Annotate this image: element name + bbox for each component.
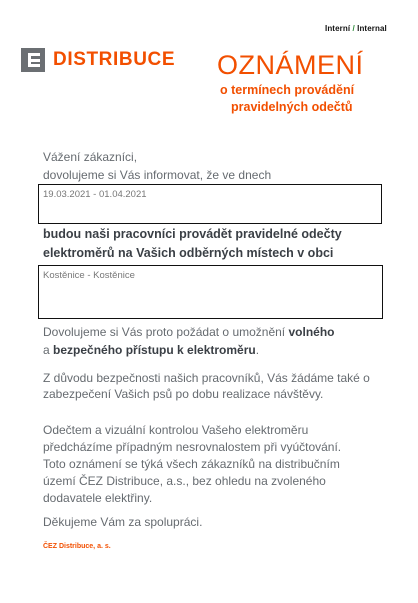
info-paragraph: Odečtem a vizuální kontrolou Vašeho elektroměru předcházíme případným nesrovnalostem při vyúčtování. Toto oznámení se týká všech zákazníků na distribučním území ČEZ Distribuce, a.s., bez ohledu na zvoleného dodavatele elektřiny.: [43, 423, 342, 505]
intro-text: dovolujeme si Vás informovat, že ve dnech: [43, 168, 272, 182]
locality-box: [38, 265, 383, 319]
date-range-box: [38, 184, 382, 224]
classification-label: Interní / Internal: [325, 24, 387, 33]
company-signature: ČEZ Distribuce, a. s.: [43, 543, 111, 550]
date-range-value: 19.03.2021 - 01.04.2021: [43, 189, 147, 200]
page-subtitle: o termínech provádění pravidelných odečtů: [220, 83, 355, 114]
greeting: Vážení zákazníci,: [43, 150, 138, 164]
access-request: Dovolujeme si Vás proto požádat o umožnění volného a bezpečného přístupu k elektroměru.: [43, 325, 335, 357]
cez-logo-icon: [21, 48, 45, 72]
page-title: OZNÁMENÍ: [217, 50, 364, 80]
logo-text: DISTRIBUCE: [53, 49, 176, 70]
main-heading: budou naši pracovníci provádět pravidelné odečty elektroměrů na Vašich odběrných místech v obci: [43, 227, 342, 260]
safety-note: Z důvodu bezpečnosti našich pracovníků, Vás žádáme také o zabezpečení Vašich psů po dobu realizace návštěvy.: [43, 371, 370, 401]
locality-value: Kostěnice - Kostěnice: [43, 270, 135, 281]
cez-logo: [21, 48, 175, 72]
thanks-text: Děkujeme Vám za spolupráci.: [43, 515, 203, 529]
